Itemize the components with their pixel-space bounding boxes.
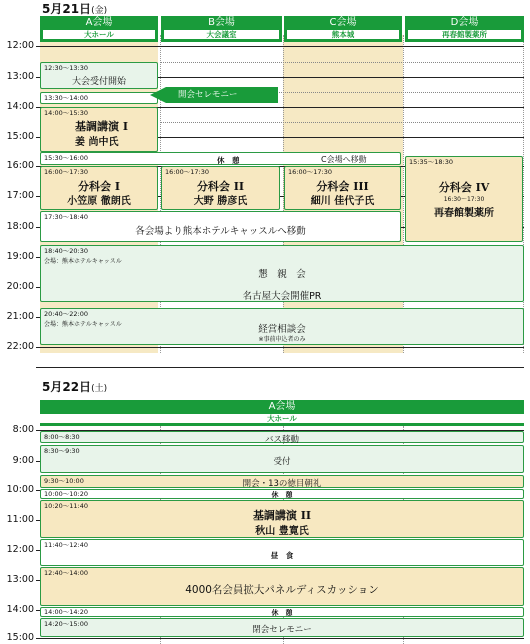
event-time: 15:30～16:00 (44, 154, 88, 162)
venue-header-c (284, 16, 402, 42)
venue-sub: 大ホール (40, 413, 524, 423)
venue-header-d (405, 16, 524, 42)
time-label: 16:00 (6, 160, 34, 171)
event-time: 16:00～17:30 (288, 168, 332, 176)
time-label: 10:00 (6, 484, 34, 495)
event-session-a (40, 166, 158, 210)
event-title: 休 憩 (271, 491, 293, 499)
event-consult (40, 308, 524, 345)
event-session-c (284, 166, 401, 210)
event-time: 12:40～14:00 (44, 569, 88, 577)
event-time: 9:30～10:00 (44, 477, 84, 485)
event-time: 18:40～20:30 (44, 247, 88, 255)
event-time: 20:40～22:00 (44, 310, 88, 318)
event-speaker: 再春館製薬所 (434, 208, 494, 219)
time-label: 15:00 (6, 632, 34, 643)
event-keynote2 (40, 500, 524, 538)
event-title: 休 憩 (217, 156, 240, 165)
venue-name: D会場 (450, 17, 479, 28)
event-time: 16:00～17:30 (165, 168, 209, 176)
time-label: 12:00 (6, 40, 34, 51)
event-time: 17:30～18:40 (44, 213, 88, 221)
venue-header-b (161, 16, 282, 42)
event-closing (40, 618, 524, 637)
event-opening (40, 475, 524, 488)
event-title: 経営相談会 (258, 324, 306, 335)
event-speaker: 姜 尚中氏 (75, 137, 119, 148)
venue-name: C会場 (329, 17, 357, 28)
event-reception (40, 445, 524, 473)
time-label: 13:00 (6, 574, 34, 585)
time-label: 14:00 (6, 604, 34, 615)
event-break (40, 489, 524, 499)
event-title: 分科会 III (316, 180, 369, 193)
event-title: 開会・13の徳目朝礼 (242, 479, 322, 489)
event-title: 4000名会員拡大パネルディスカッション (185, 584, 379, 596)
time-label: 19:00 (6, 251, 34, 262)
event-title: 基調講演 I (75, 120, 128, 133)
hour-line (36, 638, 524, 639)
venue-header-a (40, 400, 524, 426)
column-divider (523, 35, 524, 353)
ceremony-label: 開会セレモニー (178, 90, 238, 100)
event-speaker: 細川 佳代子氏 (310, 196, 375, 207)
hour-line (36, 347, 524, 348)
event-title: 閉会セレモニー (252, 625, 312, 635)
event-inner-time: 16:30～17:30 (443, 196, 485, 203)
event-time: 15:35～18:30 (409, 158, 453, 166)
event-title: 懇 親 会 (258, 269, 306, 280)
event-time: 8:30～9:30 (44, 447, 80, 455)
event-time: 12:30～13:30 (44, 64, 88, 72)
event-title: 分科会 IV (438, 181, 490, 194)
event-speaker: 秋山 豊寛氏 (255, 526, 309, 537)
venue-name: A会場 (85, 17, 113, 28)
time-label: 11:00 (6, 514, 34, 525)
event-ceremony-slot (40, 92, 158, 104)
event-title: バス移動 (264, 435, 299, 445)
event-time: 16:00～17:30 (44, 168, 88, 176)
venue-name: B会場 (208, 17, 235, 28)
day1-title: 5月21日(金) (42, 2, 108, 16)
venue-name: A会場 (268, 401, 296, 412)
venue-sub: 大ホール (43, 29, 155, 39)
time-label: 12:00 (6, 544, 34, 555)
time-label: 14:00 (6, 101, 34, 112)
event-title: 大会受付開始 (71, 77, 126, 87)
event-time: 14:00～14:20 (44, 608, 88, 616)
event-transfer (40, 211, 401, 242)
venue-sub: 再春館製薬所 (408, 29, 521, 39)
venue-header-a (40, 16, 158, 42)
time-label: 21:00 (6, 311, 34, 322)
event-time: 14:00～15:30 (44, 109, 88, 117)
half-line (160, 122, 524, 123)
event-session-d (405, 156, 523, 242)
time-label: 13:00 (6, 71, 34, 82)
time-label: 9:00 (12, 455, 34, 466)
event-session-b (161, 166, 280, 210)
event-title: 昼 食 (270, 551, 294, 560)
time-label: 8:00 (12, 424, 34, 435)
event-party (40, 245, 524, 302)
event-time: 10:00～10:20 (44, 490, 88, 498)
event-note: ※事前申込者のみ (258, 336, 306, 343)
event-note: C会場へ移動 (321, 155, 367, 164)
event-time: 14:20～15:00 (44, 620, 88, 628)
time-label: 18:00 (6, 221, 34, 232)
event-bus (40, 431, 524, 443)
event-title: 各会場より熊本ホテルキャッスルへ移動 (135, 226, 306, 237)
time-label: 15:00 (6, 131, 34, 142)
time-label: 20:00 (6, 281, 34, 292)
time-label: 22:00 (6, 341, 34, 352)
event-panel (40, 567, 524, 606)
event-place: 会場：熊本ホテルキャッスル (44, 258, 122, 265)
column-divider (403, 35, 404, 353)
event-reception (40, 62, 158, 89)
day2-title: 5月22日(土) (42, 380, 108, 394)
event-speaker: 小笠原 徹朗氏 (67, 196, 131, 207)
event-lunch (40, 539, 524, 566)
event-title: 分科会 I (78, 180, 120, 193)
venue-sub: 大会議室 (164, 29, 279, 39)
event-title: 分科会 II (196, 180, 245, 193)
event-title: 基調講演 II (252, 509, 312, 522)
event-title: 休 憩 (271, 609, 293, 617)
event-time: 8:00～8:30 (44, 433, 80, 441)
event-break (40, 607, 524, 617)
time-label: 17:00 (6, 190, 34, 201)
event-time: 13:30～14:00 (44, 94, 88, 102)
event-time: 11:40～12:40 (44, 541, 88, 549)
event-title: 受付 (273, 457, 291, 467)
event-speaker: 大野 勝彦氏 (193, 196, 248, 207)
event-time: 10:20～11:40 (44, 502, 88, 510)
hour-line (36, 46, 524, 47)
event-keynote1 (40, 107, 158, 152)
event-break1 (40, 152, 401, 165)
event-sub: 名古屋大会開催PR (242, 291, 322, 302)
venue-sub: 熊本城 (287, 29, 399, 39)
half-line (160, 62, 524, 63)
event-place: 会場：熊本ホテルキャッスル (44, 321, 122, 328)
day-separator (36, 367, 524, 368)
